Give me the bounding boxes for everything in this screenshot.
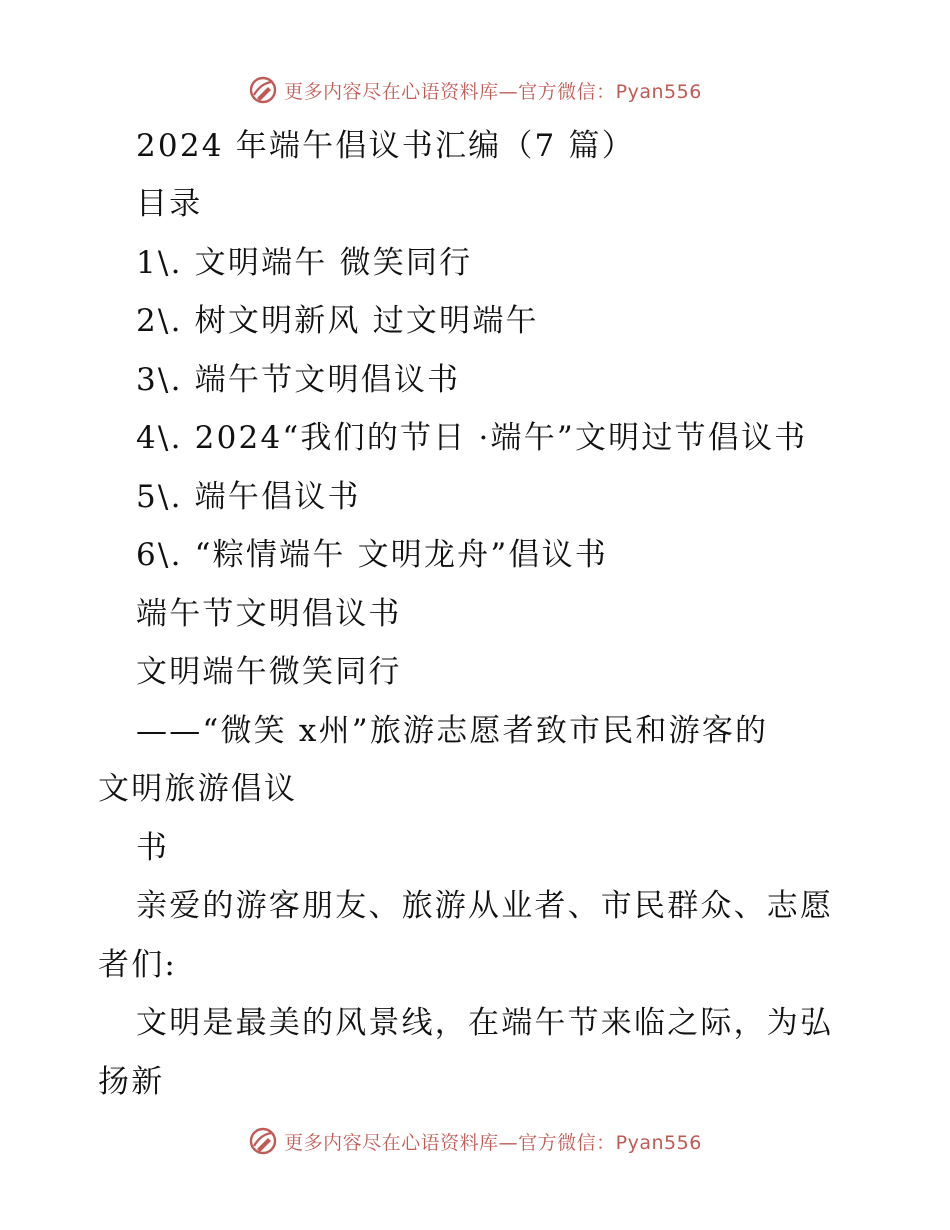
document-title: 2024 年端午倡议书汇编（7 篇） [136, 128, 635, 164]
toc-item: 2\. 树文明新风 过文明端午 [136, 303, 539, 339]
toc-item: 6\. “粽情端午 文明龙舟”倡议书 [136, 537, 609, 573]
body-paragraph: 文明是最美的风景线，在端午节来临之际，为弘 [136, 1005, 834, 1041]
toc-item: 1\. 文明端午 微笑同行 [136, 245, 473, 281]
salutation-continued: 者们: [98, 947, 178, 983]
watermark-text: 更多内容尽在心语资料库—官方微信：Pyan556 [284, 80, 702, 103]
article-subtitle-continued: 文明旅游倡议 [98, 771, 298, 807]
article-subtitle: ——“微笑 x州”旅游志愿者致市民和游客的 [136, 713, 769, 749]
salutation: 亲爱的游客朋友、旅游从业者、市民群众、志愿 [136, 888, 834, 924]
pen-swirl-logo-icon [248, 1126, 278, 1156]
body-paragraph-continued: 扬新 [98, 1064, 165, 1100]
toc-item: 4\. 2024“我们的节日 ·端午”文明过节倡议书 [136, 420, 808, 456]
toc-heading: 目录 [136, 186, 203, 222]
toc-item: 5\. 端午倡议书 [136, 479, 361, 515]
toc-item: 3\. 端午节文明倡议书 [136, 362, 461, 398]
article-title: 文明端午微笑同行 [136, 654, 402, 690]
section-title: 端午节文明倡议书 [136, 596, 402, 632]
article-subtitle-continued: 书 [136, 830, 170, 866]
watermark-text: 更多内容尽在心语资料库—官方微信：Pyan556 [284, 1131, 702, 1154]
watermark-footer [0, 1121, 950, 1161]
